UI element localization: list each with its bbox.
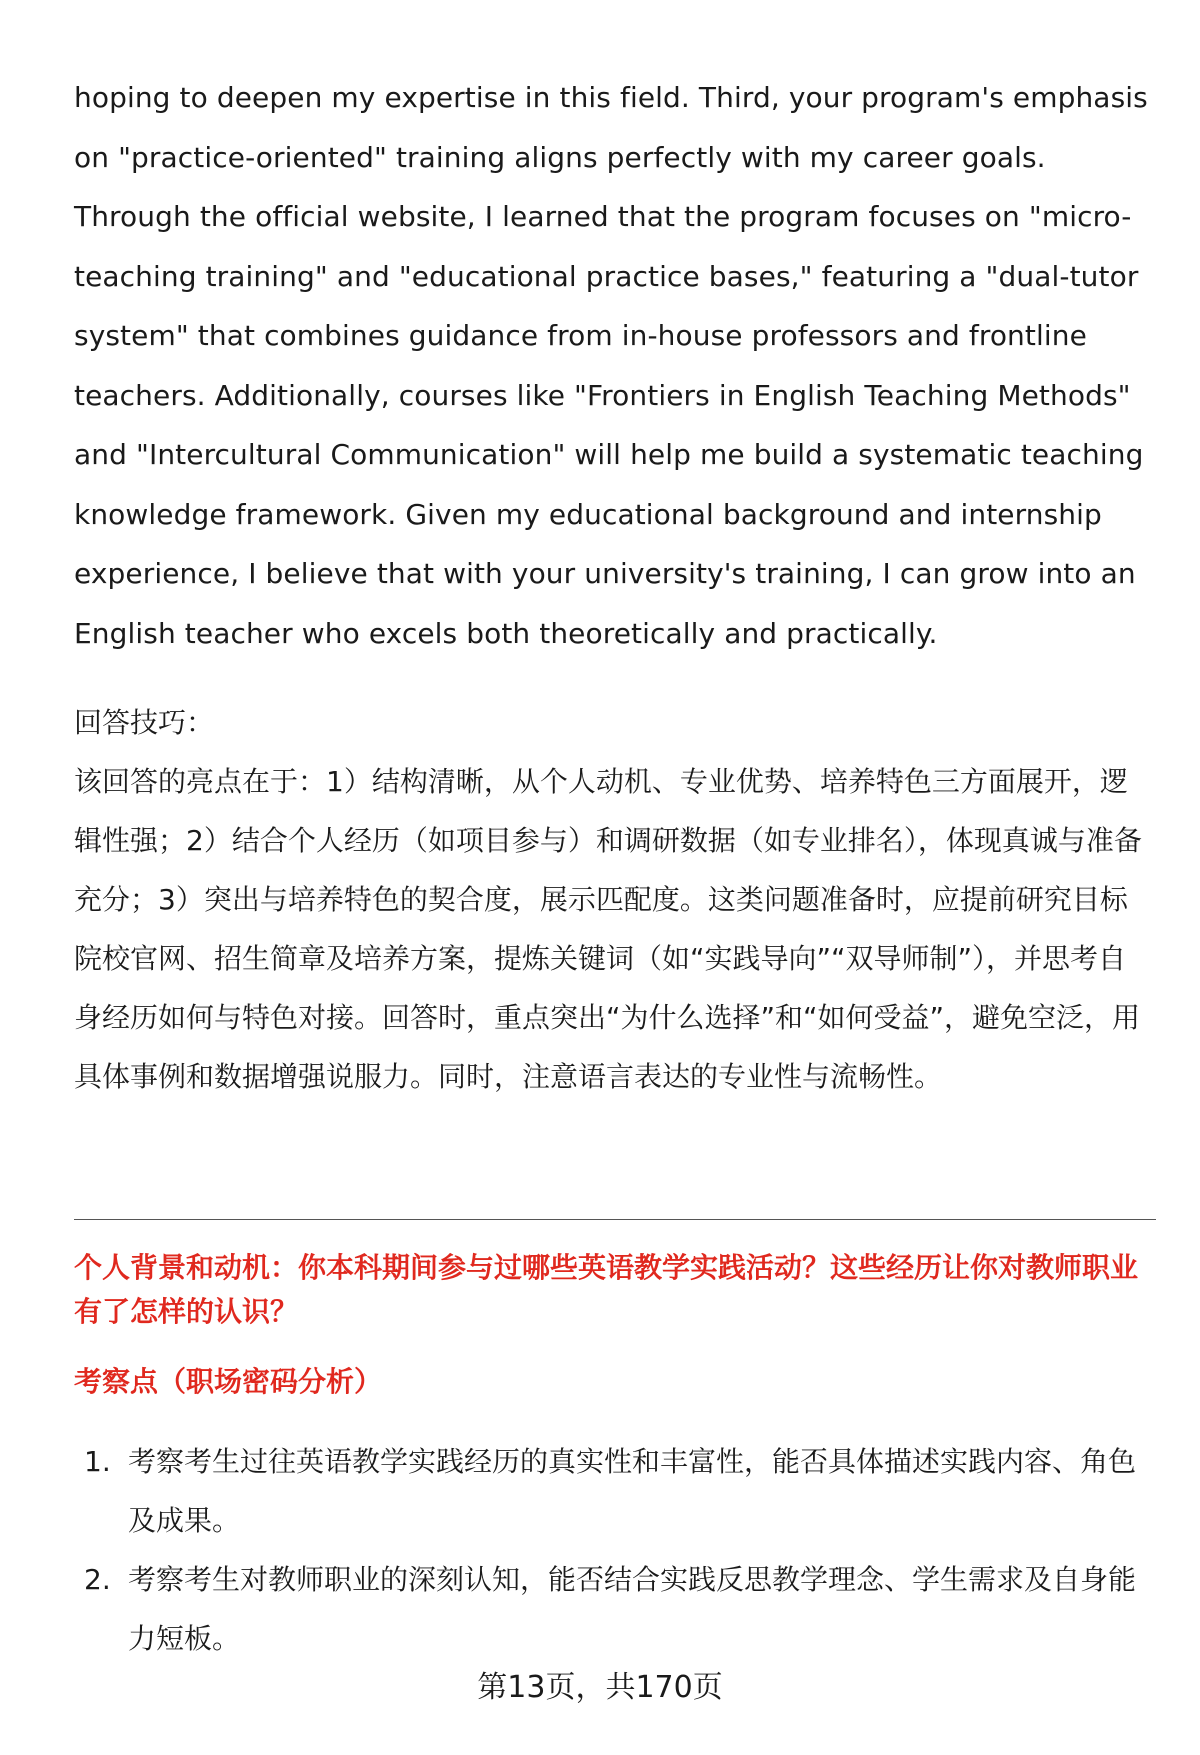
analysis-label: 考察点（职场密码分析） bbox=[74, 1365, 383, 1398]
list-item-number: 1. bbox=[84, 1445, 111, 1478]
analysis-points bbox=[74, 1432, 1154, 1668]
list-item-text: 考察考生过往英语教学实践经历的真实性和丰富性，能否具体描述实践内容、角色及成果。 bbox=[128, 1445, 1137, 1537]
section-divider bbox=[74, 1219, 1156, 1220]
list-item bbox=[74, 1550, 1154, 1668]
tips-title: 回答技巧： bbox=[74, 706, 215, 739]
list-item-number: 2. bbox=[84, 1563, 111, 1596]
list-item bbox=[74, 1432, 1154, 1550]
answer-paragraph: hoping to deepen my expertise in this field. Third, your program's emphasis on "practice-oriented" training aligns perfectly with my career goals. Through the official website, I learned that the program focuses on "micro-teaching training" and "educational practice bases," featuring a "dual-tutor system" that combines guidance from in-house professors and frontline teachers. Additionally, courses like "Frontiers in English Teaching Methods" and "Intercultural Communication" will help me build a systematic teaching knowledge framework. Given my educational background and internship experience, I believe that with your university's training, I can grow into an English teacher who excels both theoretically and practically. bbox=[74, 81, 1148, 650]
list-item-text: 考察考生对教师职业的深刻认知，能否结合实践反思教学理念、学生需求及自身能力短板。 bbox=[128, 1563, 1137, 1655]
page-number: 第13页，共170页 bbox=[477, 1670, 723, 1705]
document-body bbox=[74, 68, 1154, 1106]
question-heading: 个人背景和动机：你本科期间参与过哪些英语教学实践活动？这些经历让你对教师职业有了怎样的认识？ bbox=[74, 1251, 1139, 1328]
tips-body: 该回答的亮点在于：1）结构清晰，从个人动机、专业优势、培养特色三方面展开，逻辑性强；2）结合个人经历（如项目参与）和调研数据（如专业排名），体现真诚与准备充分；3）突出与培养特色的契合度，展示匹配度。这类问题准备时，应提前研究目标院校官网、招生简章及培养方案，提炼关键词（如“实践导向”“双导师制”），并思考自身经历如何与特色对接。回答时，重点突出“为什么选择”和“如何受益”，避免空泛，用具体事例和数据增强说服力。同时，注意语言表达的专业性与流畅性。 bbox=[74, 765, 1142, 1093]
